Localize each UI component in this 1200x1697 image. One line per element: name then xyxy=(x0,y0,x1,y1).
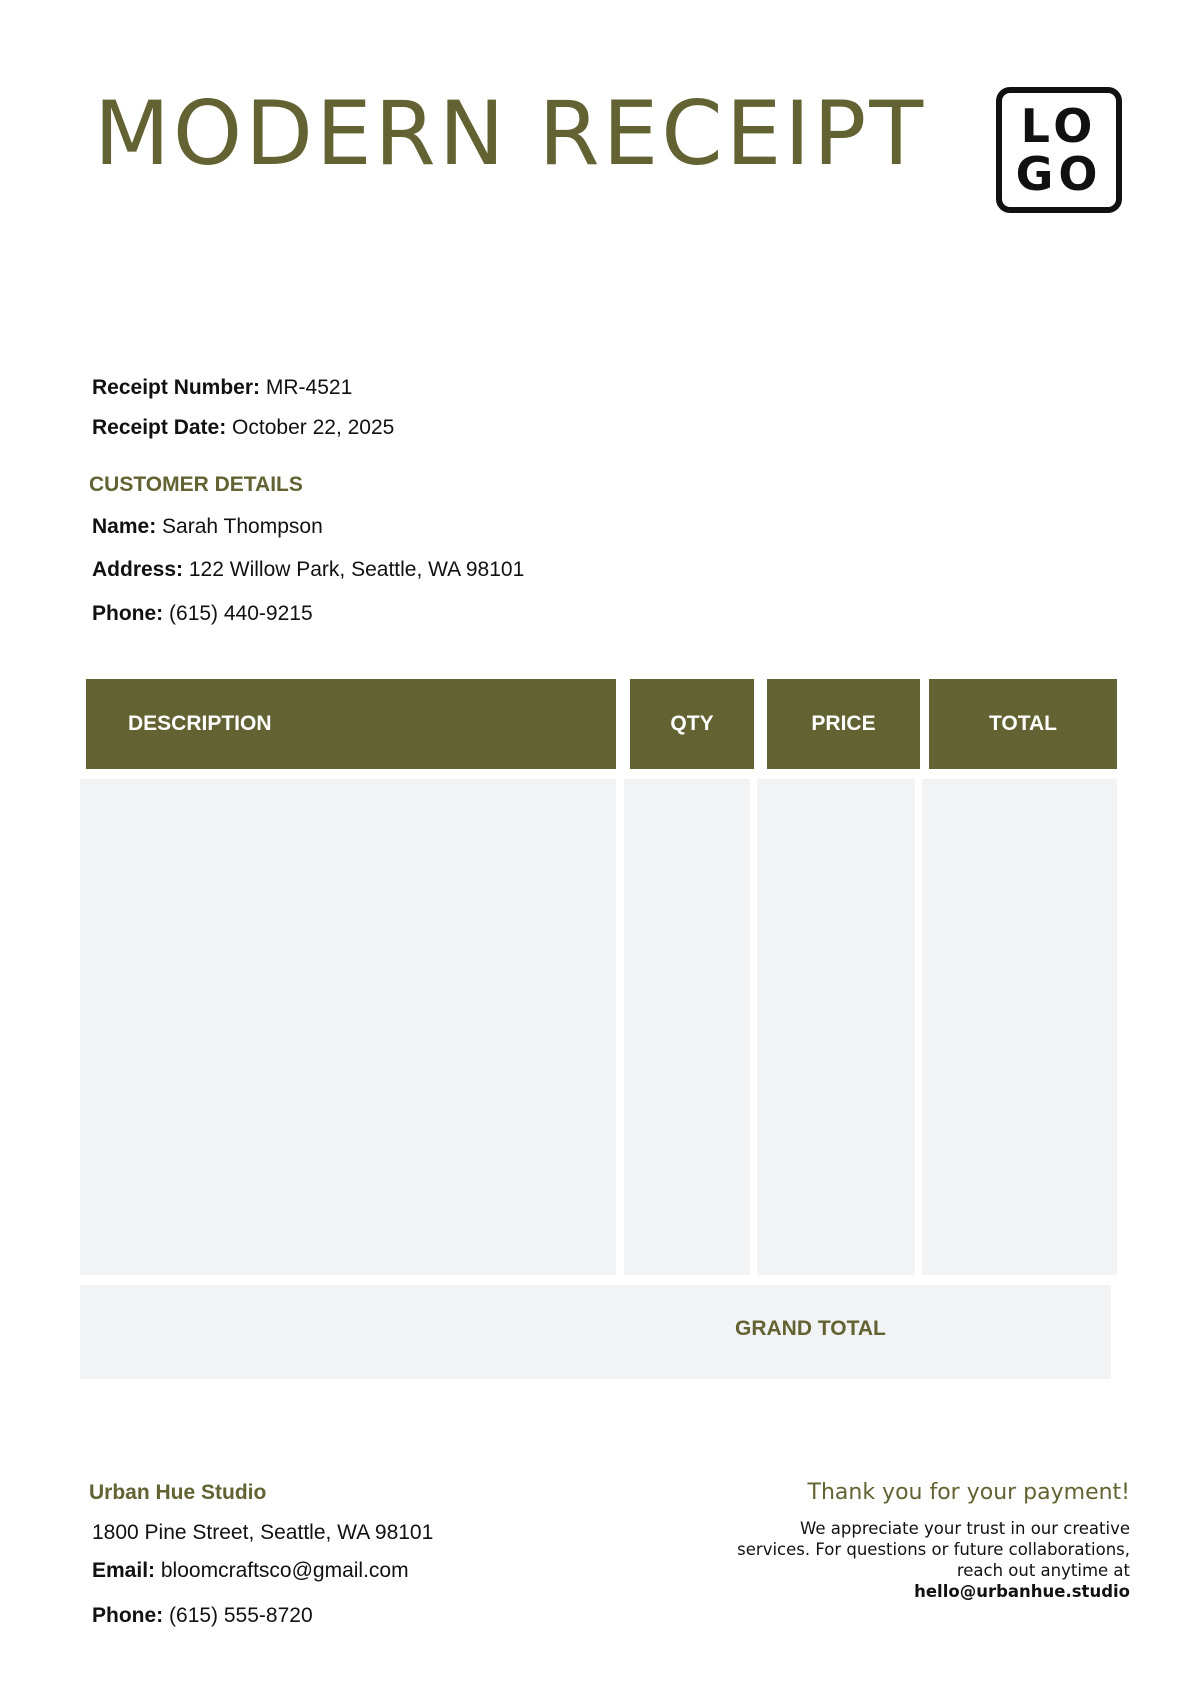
receipt-date-label: Receipt Date: xyxy=(92,416,227,439)
company-phone xyxy=(92,1603,313,1629)
total-cell xyxy=(922,779,1117,1275)
contact-email: hello@urbanhue.studio xyxy=(914,1582,1130,1601)
appreciation-text: We appreciate your trust in our creative services. For questions or future collaborations, reach out anytime at xyxy=(737,1519,1130,1580)
company-phone-label: Phone: xyxy=(92,1604,164,1627)
logo-placeholder xyxy=(996,87,1122,213)
column-header-price: PRICE xyxy=(767,679,920,769)
customer-name-value: Sarah Thompson xyxy=(162,515,323,538)
grand-total-row xyxy=(80,1285,1111,1379)
customer-name-label: Name: xyxy=(92,515,157,538)
company-email-value: bloomcraftsco@gmail.com xyxy=(160,1559,409,1582)
customer-address-label: Address: xyxy=(92,558,184,581)
description-cell xyxy=(80,779,616,1275)
logo-text-bottom: GO xyxy=(1015,147,1103,201)
price-cell xyxy=(757,779,915,1275)
company-address: 1800 Pine Street, Seattle, WA 98101 xyxy=(92,1521,434,1544)
receipt-date xyxy=(92,415,394,441)
customer-phone-label: Phone: xyxy=(92,602,164,625)
customer-address-value: 122 Willow Park, Seattle, WA 98101 xyxy=(188,558,525,581)
customer-details-heading: CUSTOMER DETAILS xyxy=(89,473,303,496)
qty-cell xyxy=(624,779,750,1275)
logo-text-top: LO xyxy=(1020,99,1098,153)
customer-address xyxy=(92,557,524,583)
company-name: Urban Hue Studio xyxy=(89,1481,267,1504)
grand-total-label: GRAND TOTAL xyxy=(735,1317,886,1340)
column-header-qty: QTY xyxy=(630,679,754,769)
company-phone-value: (615) 555-8720 xyxy=(169,1604,313,1627)
appreciation-message xyxy=(730,1518,1130,1602)
customer-name xyxy=(92,514,323,540)
receipt-date-value: October 22, 2025 xyxy=(232,416,395,439)
page-title: MODERN RECEIPT xyxy=(94,82,927,185)
receipt-number-value: MR-4521 xyxy=(265,376,353,399)
thank-you-message: Thank you for your payment! xyxy=(807,1480,1130,1505)
company-email-label: Email: xyxy=(92,1559,156,1582)
company-email xyxy=(92,1558,409,1584)
column-header-description: DESCRIPTION xyxy=(86,679,616,769)
column-header-total: TOTAL xyxy=(929,679,1117,769)
customer-phone-value: (615) 440-9215 xyxy=(169,602,313,625)
receipt-number-label: Receipt Number: xyxy=(92,376,261,399)
customer-phone xyxy=(92,601,313,627)
receipt-number xyxy=(92,375,352,401)
